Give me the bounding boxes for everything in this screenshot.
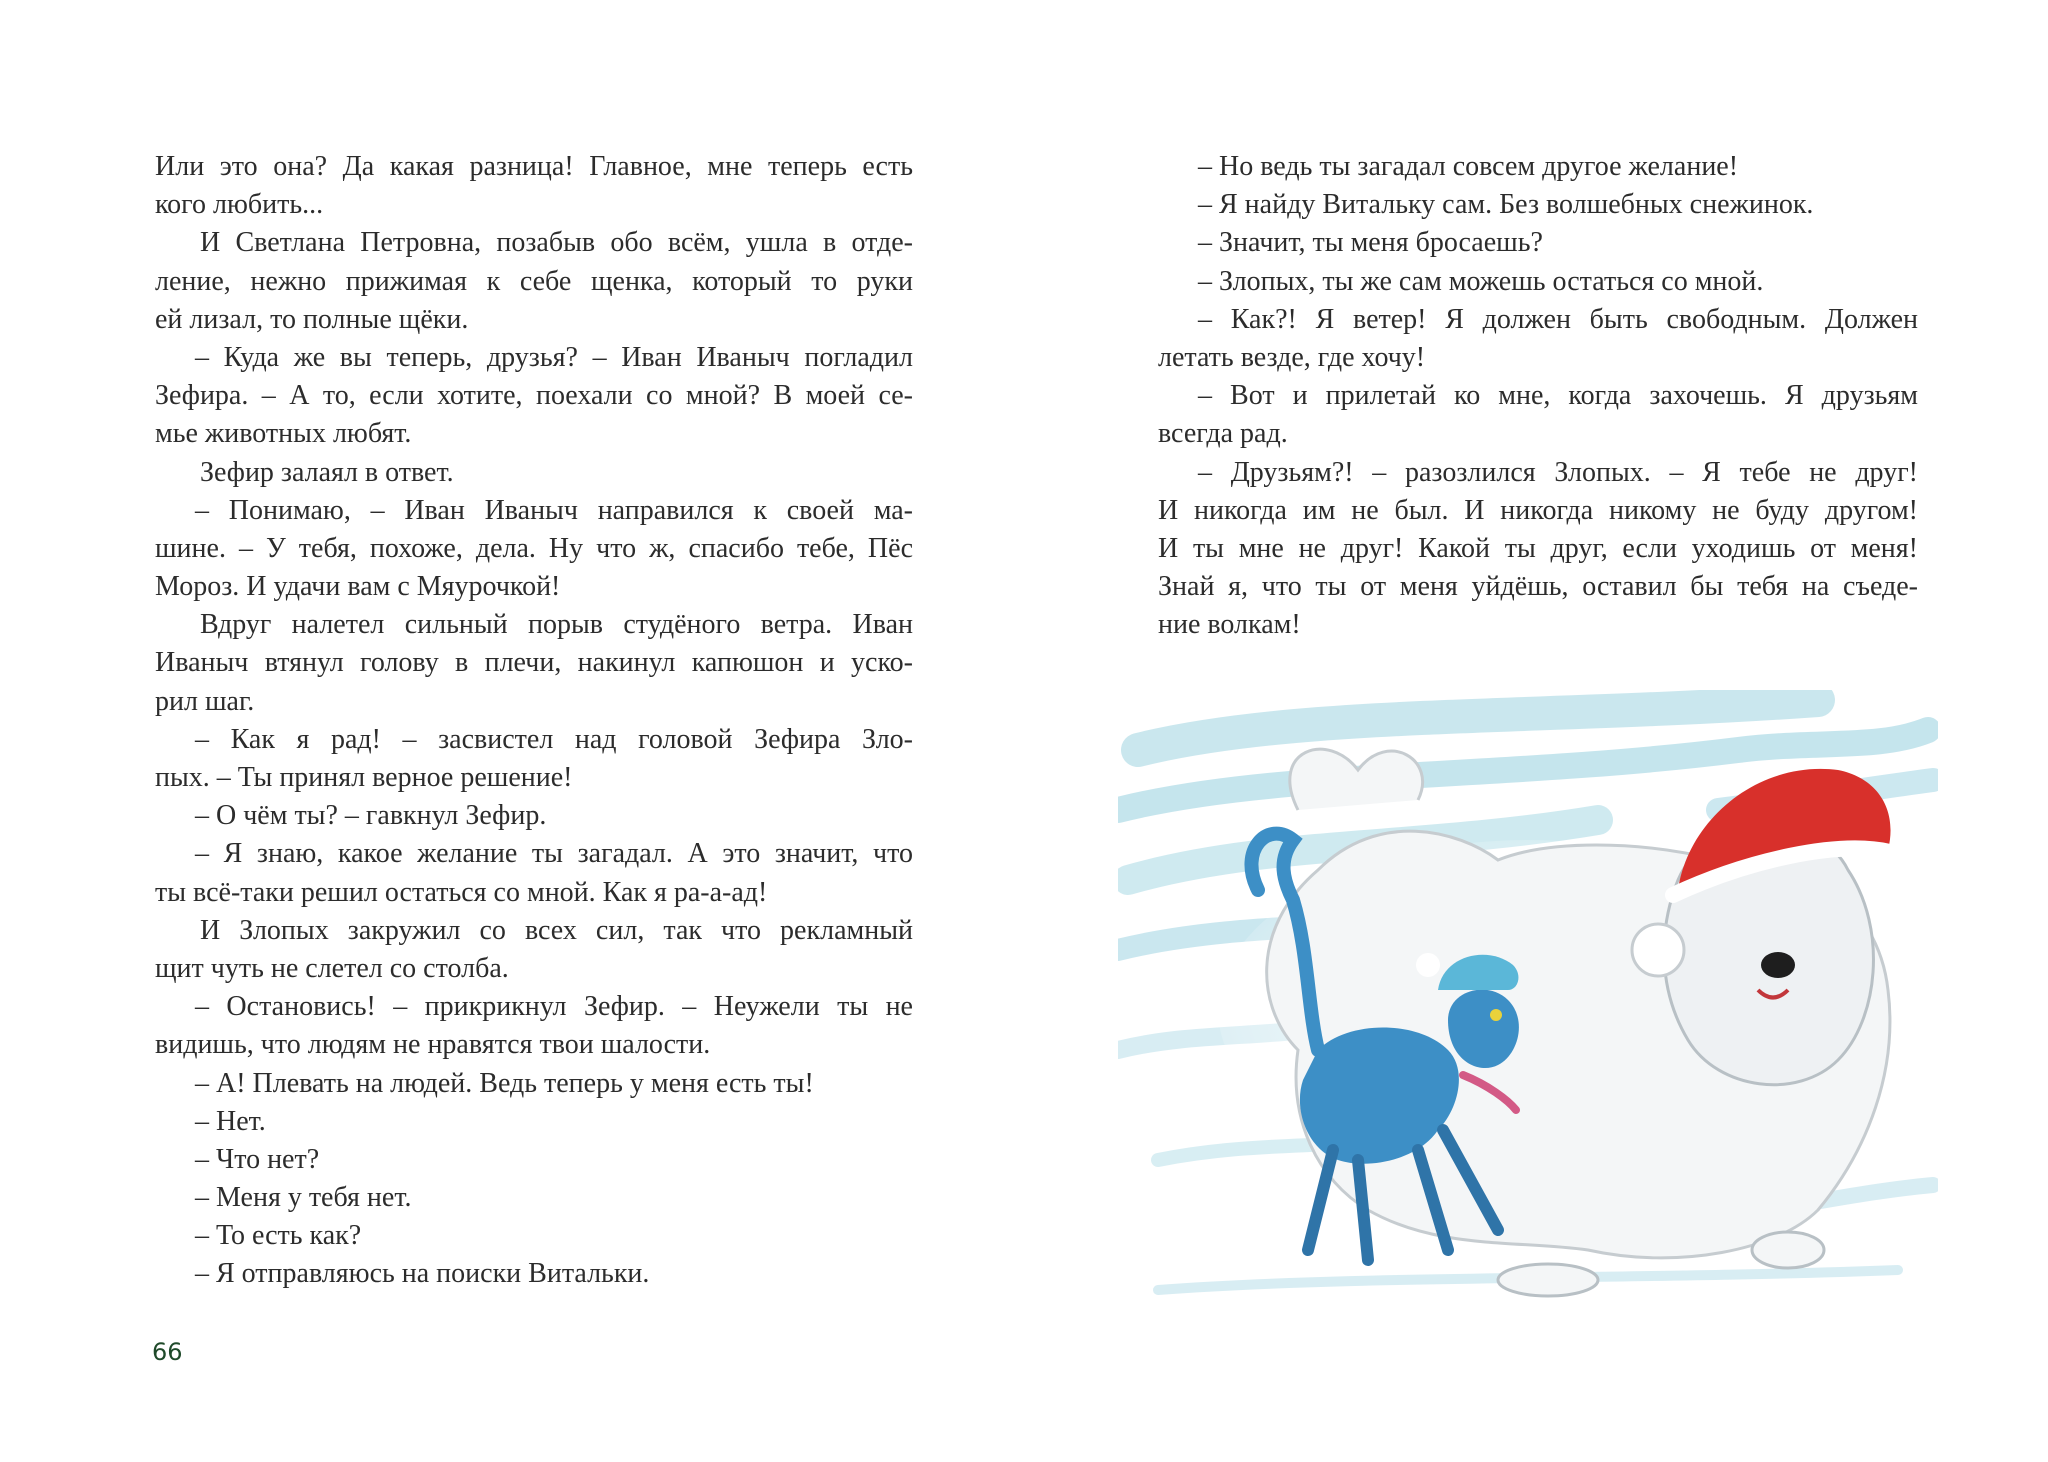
text-line: – Понимаю, – Иван Иваныч направился к своей ма- [195,494,913,526]
illustration-art [1118,690,1938,1330]
text-line: – Друзьям?! – разозлился Злопых. – Я тебе не друг! [1198,456,1918,488]
text-line: Мороз. И удачи вам с Мяурочкой! [155,571,561,603]
text-line: – А! Плевать на людей. Ведь теперь у меня есть ты! [195,1067,814,1099]
text-line: Иваныч втянул голову в плечи, накинул капюшон и уско- [155,647,913,679]
text-line: – Как?! Я ветер! Я должен быть свободным. Должен [1198,303,1918,335]
text-line: ление, нежно прижимая к себе щенка, который то руки [155,265,913,297]
text-line: пых. – Ты принял верное решение! [155,762,573,793]
text-line: Или это она? Да какая разница! Главное, мне теперь есть [155,151,913,182]
text-line: ты всё-таки решил остаться со мной. Как я ра-а-ад! [155,876,768,908]
text-line: Зефира. – А то, если хотите, поехали со мной? В моей се- [155,380,913,412]
text-line: кого любить... [155,189,324,221]
text-line: всегда рад. [1158,418,1288,450]
text-line: – Злопых, ты же сам можешь остаться со мной. [1198,265,1764,297]
right-text-column [1158,148,1918,644]
text-line: Вдруг налетел сильный порыв студёного ветра. Иван [200,609,913,641]
text-line: ние волкам! [1158,609,1301,641]
text-line: ей лизал, то полные щёки. [155,303,469,335]
text-line: – Но ведь ты загадал совсем другое желание! [1198,151,1739,182]
text-line: – Я отправляюсь на поиски Витальки. [195,1258,650,1290]
text-line: – Меня у тебя нет. [195,1182,412,1214]
text-line: И никогда им не был. И никогда никому не буду другом! [1158,494,1918,526]
left-text-column [155,148,913,1294]
text-line: И ты мне не друг! Какой ты друг, если уходишь от меня! [1158,532,1918,564]
text-line: И Злопых закружил со всех сил, так что рекламный [200,914,913,946]
text-line: – Я знаю, какое желание ты загадал. А это значит, что [195,838,913,870]
text-line: – Нет. [195,1105,266,1137]
text-line: – Куда же вы теперь, друзья? – Иван Иваныч погладил [195,341,913,373]
text-line: – Я найду Витальку сам. Без волшебных снежинок. [1198,189,1814,221]
page-number: 66 [152,1338,183,1366]
text-line: – Вот и прилетай ко мне, когда захочешь. Я друзьям [1198,380,1918,412]
text-line: – Что нет? [195,1143,320,1175]
text-line: видишь, что людям не нравятся твои шалости. [155,1029,711,1061]
snowy-wind-illustration [1118,690,1938,1330]
text-line: мье животных любят. [155,418,412,450]
text-line: Зефир залаял в ответ. [200,456,454,488]
text-line: – Как я рад! – засвистел над головой Зефира Зло- [195,723,913,755]
text-line: летать везде, где хочу! [1158,341,1426,373]
text-line: щит чуть не слетел со столба. [155,952,509,984]
text-line: шине. – У тебя, похоже, дела. Ну что ж, спасибо тебе, Пёс [155,532,913,564]
text-line: Знай я, что ты от меня уйдёшь, оставил бы тебя на съеде- [1158,571,1918,603]
text-line: И Светлана Петровна, позабыв обо всём, ушла в отде- [200,227,913,259]
text-line: – Остановись! – прикрикнул Зефир. – Неужели ты не [195,991,913,1023]
text-line: – То есть как? [195,1220,362,1252]
text-line: – Значит, ты меня бросаешь? [1198,227,1543,259]
text-line: – О чём ты? – гавкнул Зефир. [195,800,547,832]
text-line: рил шаг. [155,685,255,717]
